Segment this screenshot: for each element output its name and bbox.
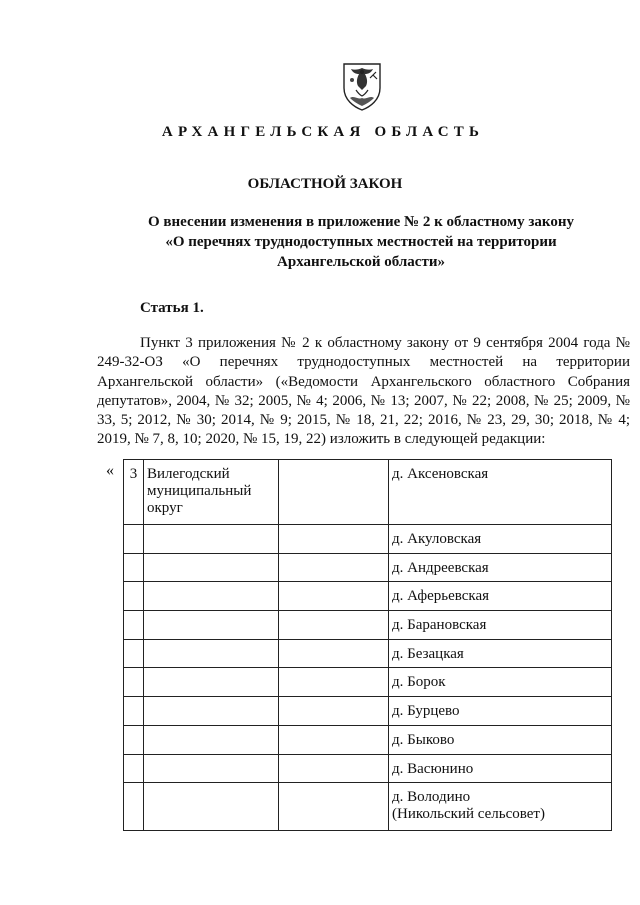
row-number-cell (124, 697, 144, 726)
empty-cell (279, 525, 389, 554)
table-row (124, 725, 612, 754)
table-row (124, 553, 612, 582)
district-cell (144, 668, 279, 697)
empty-cell (279, 725, 389, 754)
opening-quote: « (106, 462, 114, 479)
table-row (124, 639, 612, 668)
table-row (124, 582, 612, 611)
empty-cell (279, 697, 389, 726)
empty-cell (279, 553, 389, 582)
settlement-name: д. Безацкая (392, 645, 464, 662)
district-cell (144, 611, 279, 640)
title-line: Архангельской области» (277, 254, 445, 270)
settlement-name: д. Бурцево (392, 703, 460, 720)
empty-cell (279, 639, 389, 668)
settlement-cell (389, 460, 612, 525)
settlement-name: д. Аксеновская (392, 466, 489, 482)
empty-cell (279, 783, 389, 831)
region-name: АРХАНГЕЛЬСКАЯ ОБЛАСТЬ (161, 124, 485, 140)
district-cell (144, 582, 279, 611)
district-cell (144, 725, 279, 754)
district-cell (144, 754, 279, 783)
row-number-cell (124, 582, 144, 611)
settlement-cell (389, 582, 612, 611)
district-line: округ (147, 500, 183, 516)
row-number-cell (124, 611, 144, 640)
table-row (124, 611, 612, 640)
settlement-name: д. Васюнино (392, 760, 474, 777)
empty-cell (279, 754, 389, 783)
settlement-name: д. Володино (392, 789, 471, 806)
settlements-table (123, 459, 612, 831)
table-row (124, 783, 612, 831)
row-number-cell (124, 639, 144, 668)
row-number-cell (124, 725, 144, 754)
coat-of-arms-icon (340, 60, 384, 112)
settlement-name: д. Акуловская (392, 531, 482, 547)
district-line: Вилегодский (147, 466, 230, 482)
document-title (130, 212, 592, 272)
district-cell (144, 553, 279, 582)
settlement-name: д. Борок (392, 674, 446, 691)
title-line: «О перечнях труднодоступных местностей на территории (165, 234, 557, 250)
settlement-name: д. Аферьевская (392, 588, 490, 605)
district-cell (144, 639, 279, 668)
article-text: Пункт 3 приложения № 2 к областному закону от 9 сентября 2004 года № 249-32-ОЗ «О перечнях труднодоступных местностей на территории Архангельской области» («Ведомости Архангельского областного Собрания депутатов», 2004, № 32; 2005, № 4; 2006, № 13; 2007, № 22; 2008, № 25; 2009, № 33, 5; 2012, № 30; 2014, № 9; 2015, № 18, 21, 22; 2016, № 23, 29, 30; 2018, № 4; 2019, № 7, 8, 10; 2020, № 15, 19, 22) изложить в следующей редакции: (97, 335, 630, 448)
empty-cell (279, 582, 389, 611)
settlement-cell (389, 639, 612, 668)
table-row (124, 460, 612, 525)
row-number-cell: 3 (124, 460, 144, 525)
document-type: ОБЛАСТНОЙ ЗАКОН (247, 176, 403, 192)
settlement-cell (389, 611, 612, 640)
settlement-cell (389, 525, 612, 554)
settlement-name: д. Барановская (392, 617, 487, 634)
settlement-cell (389, 725, 612, 754)
settlement-cell (389, 783, 612, 831)
row-number-cell (124, 754, 144, 783)
title-line: О внесении изменения в приложение № 2 к областному закону (148, 214, 574, 230)
district-line: муниципальный (147, 483, 252, 499)
empty-cell (279, 460, 389, 525)
table-row (124, 525, 612, 554)
article-heading: Статья 1. (140, 300, 204, 316)
settlement-cell (389, 697, 612, 726)
district-cell (144, 460, 279, 525)
empty-cell (279, 668, 389, 697)
district-cell (144, 525, 279, 554)
settlement-cell (389, 553, 612, 582)
settlement-name: д. Быково (392, 731, 455, 748)
table-row (124, 754, 612, 783)
row-number-cell (124, 525, 144, 554)
settlement-name: д. Андреевская (392, 559, 489, 576)
district-cell (144, 697, 279, 726)
settlement-name: (Никольский сельсовет) (392, 806, 545, 823)
settlement-cell (389, 668, 612, 697)
row-number-cell (124, 783, 144, 831)
row-number-cell (124, 668, 144, 697)
row-number-cell (124, 553, 144, 582)
settlements-table-body (124, 460, 612, 831)
settlement-cell (389, 754, 612, 783)
table-row (124, 668, 612, 697)
empty-cell (279, 611, 389, 640)
district-cell (144, 783, 279, 831)
table-row (124, 697, 612, 726)
